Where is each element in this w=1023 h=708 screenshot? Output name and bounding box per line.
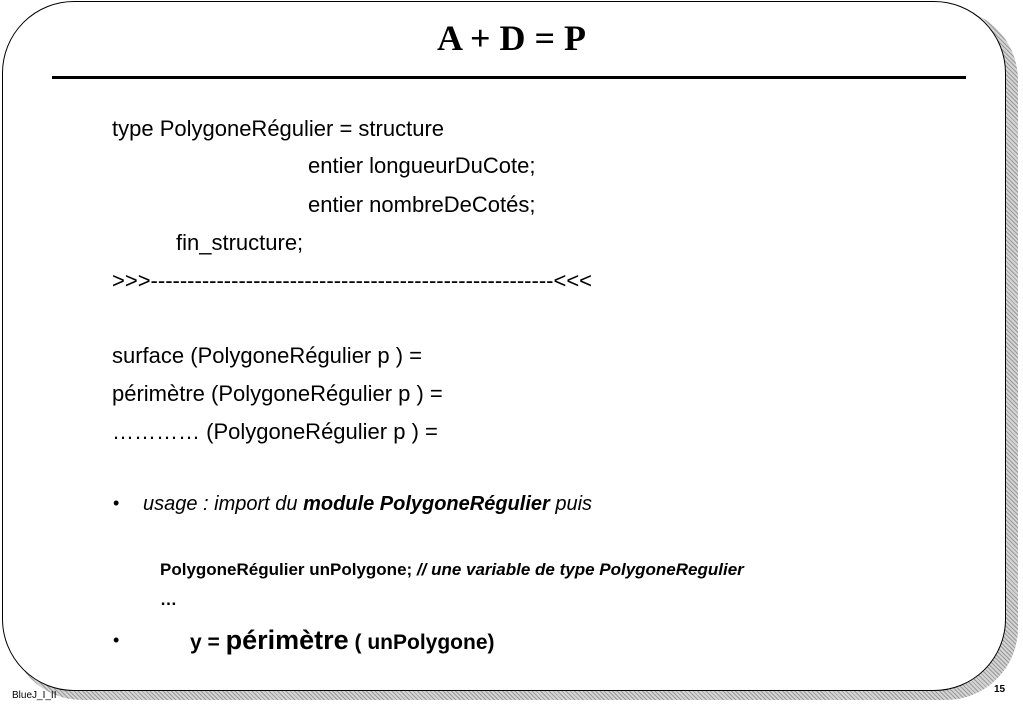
op-other: ………… (PolygoneRégulier p ) = [112, 419, 438, 444]
usage-prefix: usage : import du [143, 493, 304, 515]
last-line [190, 622, 495, 661]
footer-label: BlueJ_I_II [12, 690, 57, 701]
last-lhs: y = [190, 631, 226, 654]
usage-suffix: puis [549, 493, 593, 515]
op-perimetre: périmètre (PolygoneRégulier p ) = [112, 381, 443, 406]
code-decl: PolygoneRégulier unPolygone; [160, 560, 413, 579]
separator-line: >>>-------------------------------------------------------<<< [112, 268, 593, 293]
page-number: 15 [994, 684, 1006, 695]
slide-title: A + D = P [436, 18, 587, 58]
type-line-4: fin_structure; [176, 230, 304, 255]
title-rule [52, 76, 966, 79]
type-line-1: type PolygoneRégulier = structure [112, 116, 445, 141]
usage-line [143, 491, 592, 517]
last-bullet: • [113, 630, 120, 650]
code-comment: // une variable de type PolygoneRegulier [412, 560, 744, 579]
last-fn: périmètre [225, 625, 349, 655]
type-line-3: entier nombreDeCotés; [308, 192, 536, 217]
usage-module: module PolygoneRégulier [303, 493, 550, 515]
last-args: ( unPolygone) [348, 631, 495, 654]
type-line-2: entier longueurDuCote; [308, 153, 536, 178]
code-line [160, 559, 744, 581]
op-surface: surface (PolygoneRégulier p ) = [112, 343, 422, 368]
code-ellipsis: … [160, 590, 177, 609]
usage-bullet: • [113, 493, 120, 513]
